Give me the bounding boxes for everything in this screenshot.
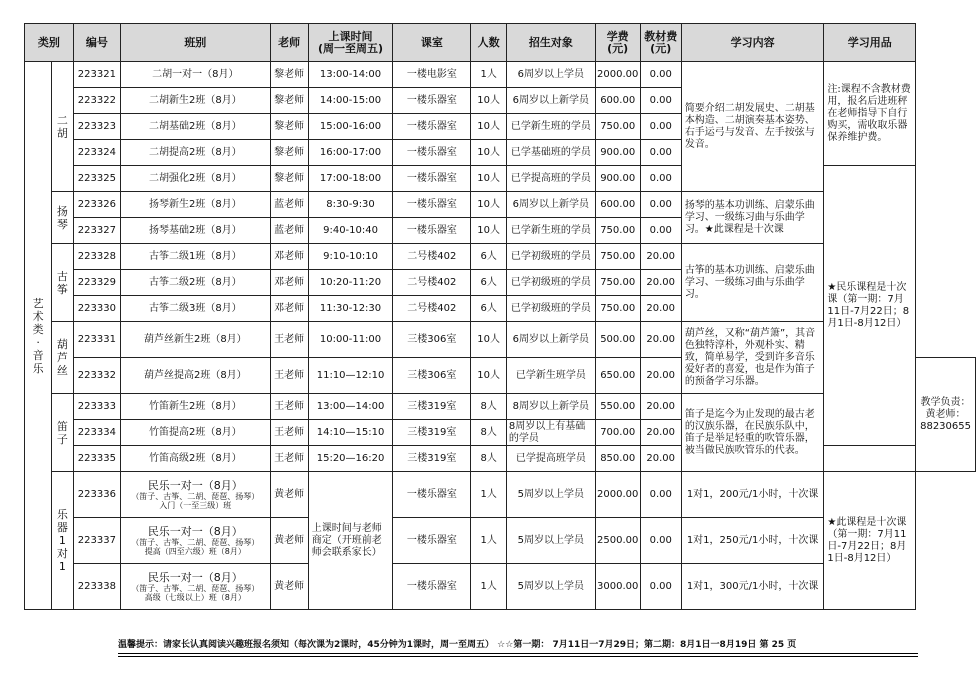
footer-text: 温馨提示：请家长认真阅读兴趣班报名须知（每次课为2课时，45分钟为1课时，周一至周五） ☆☆第一期： 7月11日一7月29日；第二期：8月1日一8月19日 第 25 页: [118, 640, 797, 650]
capacity: 8人: [471, 446, 507, 472]
capacity: 10人: [471, 88, 507, 114]
tuition: 750.00: [595, 270, 640, 296]
course-code: 223328: [73, 244, 120, 270]
subcategory-one-on-one: 乐器1对1: [52, 472, 73, 610]
content-one-on-one: 1对1，250元/1小时，十次课: [681, 518, 824, 564]
tuition: 2500.00: [595, 518, 640, 564]
teacher: 王老师: [270, 420, 308, 446]
header-target: 招生对象: [506, 24, 595, 62]
target-students: 已学提高班学员: [506, 446, 595, 472]
capacity: 10人: [471, 166, 507, 192]
book-fee: 20.00: [640, 244, 681, 270]
class-time: 10:00-11:00: [308, 322, 393, 358]
class-name: 二胡一对一（8月）: [121, 62, 270, 88]
tuition: 900.00: [595, 166, 640, 192]
tuition: 2000.00: [595, 62, 640, 88]
target-students: 已学新生班的学员: [506, 218, 595, 244]
target-students: 8周岁以上新学员: [506, 394, 595, 420]
capacity: 6人: [471, 270, 507, 296]
content-dizi: 笛子是迄今为止发现的最古老的汉族乐器，在民族乐队中，笛子是举足轻重的吹管乐器，被当做民族吹管乐的代表。: [681, 394, 824, 472]
class-name: 民乐一对一（8月） （笛子、古筝、二胡、琵琶、扬琴） 提高（四至六级）班（8月）: [121, 518, 270, 564]
tuition: 3000.00: [595, 564, 640, 610]
classroom: 三楼319室: [393, 420, 471, 446]
supplies-note-2: ★民乐课程是十次课（第一期：7月11日-7月22日；8月1日-8月12日）: [824, 166, 916, 446]
capacity: 8人: [471, 394, 507, 420]
capacity: 10人: [471, 114, 507, 140]
course-table: [24, 23, 976, 610]
target-students: 已学提高班的学员: [506, 166, 595, 192]
teacher: 黎老师: [270, 140, 308, 166]
target-students: 5周岁以上学员: [506, 564, 595, 610]
classroom: 二号楼402: [393, 270, 471, 296]
class-name: 二胡基础2班（8月）: [121, 114, 270, 140]
book-fee: 20.00: [640, 420, 681, 446]
subcategory-guzheng: 古筝: [52, 244, 73, 322]
tuition: 750.00: [595, 114, 640, 140]
target-students: 6周岁以上新学员: [506, 192, 595, 218]
classroom: 一楼乐器室: [393, 140, 471, 166]
target-students: 5周岁以上学员: [506, 472, 595, 518]
tuition: 700.00: [595, 420, 640, 446]
table-row: [25, 472, 976, 518]
header-category: 类别: [25, 24, 74, 62]
capacity: 6人: [471, 244, 507, 270]
header-supplies: 学习用品: [824, 24, 916, 62]
tuition: 750.00: [595, 218, 640, 244]
table-row: [25, 62, 976, 88]
book-fee: 0.00: [640, 218, 681, 244]
target-students: 6周岁以上学员: [506, 62, 595, 88]
classroom: 二号楼402: [393, 296, 471, 322]
classroom: 一楼乐器室: [393, 564, 471, 610]
header-count: 人数: [471, 24, 507, 62]
target-students: 5周岁以上学员: [506, 518, 595, 564]
course-code: 223335: [73, 446, 120, 472]
classroom: 一楼乐器室: [393, 114, 471, 140]
class-time: 13:00—14:00: [308, 394, 393, 420]
class-name: 古筝二级1班（8月）: [121, 244, 270, 270]
target-students: 8周岁以上有基础的学员: [506, 420, 595, 446]
capacity: 1人: [471, 62, 507, 88]
capacity: 6人: [471, 296, 507, 322]
class-name: 扬琴基础2班（8月）: [121, 218, 270, 244]
tuition: 650.00: [595, 358, 640, 394]
class-time: 8:30-9:30: [308, 192, 393, 218]
capacity: 1人: [471, 472, 507, 518]
class-name: 扬琴新生2班（8月）: [121, 192, 270, 218]
content-yangqin: 扬琴的基本功训练、启蒙乐曲学习、一级练习曲与乐曲学习。★此课程是十次课: [681, 192, 824, 244]
class-name: 葫芦丝新生2班（8月）: [121, 322, 270, 358]
content-one-on-one: 1对1，300元/1小时，十次课: [681, 564, 824, 610]
footer-underline: [118, 653, 918, 654]
category-main: 艺术类·音乐: [25, 62, 52, 610]
course-code: 223333: [73, 394, 120, 420]
course-code: 223322: [73, 88, 120, 114]
subcategory-dizi: 笛子: [52, 394, 73, 472]
content-hulusi: 葫芦丝，又称“葫芦箫”，其音色独特淳朴，外观朴实、精致，简单易学，受到许多音乐爱好者的喜爱，也是作为笛子的预备学习乐器。: [681, 322, 824, 394]
capacity: 10人: [471, 140, 507, 166]
class-time: 17:00-18:00: [308, 166, 393, 192]
classroom: 三楼306室: [393, 322, 471, 358]
header-row: [25, 24, 976, 62]
teacher: 黎老师: [270, 114, 308, 140]
capacity: 10人: [471, 192, 507, 218]
teacher: 王老师: [270, 358, 308, 394]
book-fee: 0.00: [640, 88, 681, 114]
target-students: 已学新生班的学员: [506, 114, 595, 140]
course-code: 223326: [73, 192, 120, 218]
book-fee: 20.00: [640, 296, 681, 322]
teacher: 王老师: [270, 446, 308, 472]
teacher: 邓老师: [270, 244, 308, 270]
header-time: 上课时间 (周一至周五): [308, 24, 393, 62]
course-code: 223324: [73, 140, 120, 166]
header-fee: 学费 (元): [595, 24, 640, 62]
teacher: 黎老师: [270, 62, 308, 88]
class-time: 9:40-10:40: [308, 218, 393, 244]
supplies-contact: 教学负责：黄老师：88230655: [916, 358, 976, 472]
classroom: 一楼乐器室: [393, 218, 471, 244]
tuition: 750.00: [595, 296, 640, 322]
book-fee: 0.00: [640, 472, 681, 518]
course-code: 223329: [73, 270, 120, 296]
header-teacher: 老师: [270, 24, 308, 62]
class-time: 11:30-12:30: [308, 296, 393, 322]
book-fee: 0.00: [640, 166, 681, 192]
book-fee: 0.00: [640, 62, 681, 88]
class-time: 10:20-11:20: [308, 270, 393, 296]
table-row: [25, 166, 976, 192]
course-code: 223331: [73, 322, 120, 358]
capacity: 10人: [471, 358, 507, 394]
class-time: 15:00-16:00: [308, 114, 393, 140]
teacher: 黄老师: [270, 518, 308, 564]
book-fee: 20.00: [640, 322, 681, 358]
classroom: 一楼乐器室: [393, 192, 471, 218]
teacher: 邓老师: [270, 270, 308, 296]
classroom: 三楼306室: [393, 358, 471, 394]
course-code: 223334: [73, 420, 120, 446]
course-code: 223337: [73, 518, 120, 564]
book-fee: 20.00: [640, 394, 681, 420]
teacher: 王老师: [270, 322, 308, 358]
supplies-note-3: ★此课程是十次课（第一期：7月11日-7月22日；8月1日-8月12日）: [824, 472, 916, 610]
tuition: 550.00: [595, 394, 640, 420]
tuition: 600.00: [595, 88, 640, 114]
class-name: 民乐一对一（8月） （笛子、古筝、二胡、琵琶、扬琴） 高级（七级以上）班（8月）: [121, 564, 270, 610]
subcategory-hulusi: 葫芦丝: [52, 322, 73, 394]
footer-underline-2: [118, 656, 918, 657]
target-students: 已学初级班的学员: [506, 270, 595, 296]
book-fee: 20.00: [640, 358, 681, 394]
header-class: 班别: [121, 24, 270, 62]
supplies-note-1: 注:课程不含教材费用，报名后进班秤在老师指导下自行购买，需收取乐器保养维护费。: [824, 62, 916, 166]
subcategory-erhu: 二胡: [52, 62, 73, 192]
class-time: 14:10—15:10: [308, 420, 393, 446]
course-code: 223336: [73, 472, 120, 518]
book-fee: 20.00: [640, 446, 681, 472]
course-code: 223325: [73, 166, 120, 192]
header-content: 学习内容: [681, 24, 824, 62]
course-code: 223323: [73, 114, 120, 140]
classroom: 一楼乐器室: [393, 166, 471, 192]
class-name: 二胡新生2班（8月）: [121, 88, 270, 114]
capacity: 8人: [471, 420, 507, 446]
classroom: 一楼乐器室: [393, 518, 471, 564]
classroom: 三楼319室: [393, 446, 471, 472]
course-code: 223338: [73, 564, 120, 610]
classroom: 二号楼402: [393, 244, 471, 270]
class-time: 13:00-14:00: [308, 62, 393, 88]
teacher: 黄老师: [270, 564, 308, 610]
target-students: 已学新生班学员: [506, 358, 595, 394]
book-fee: 0.00: [640, 114, 681, 140]
content-erhu: 简要介绍二胡发展史、二胡基本构造、二胡演奏基本姿势、右手运弓与发音、左手按弦与发音。: [681, 62, 824, 192]
target-students: 6周岁以上新学员: [506, 88, 595, 114]
capacity: 10人: [471, 322, 507, 358]
course-code: 223321: [73, 62, 120, 88]
header-room: 课室: [393, 24, 471, 62]
teacher: 蓝老师: [270, 192, 308, 218]
class-name: 竹笛高级2班（8月）: [121, 446, 270, 472]
book-fee: 20.00: [640, 270, 681, 296]
tuition: 2000.00: [595, 472, 640, 518]
course-code: 223327: [73, 218, 120, 244]
teacher: 黎老师: [270, 166, 308, 192]
class-name: 竹笛提高2班（8月）: [121, 420, 270, 446]
capacity: 1人: [471, 564, 507, 610]
classroom: 三楼319室: [393, 394, 471, 420]
teacher: 蓝老师: [270, 218, 308, 244]
book-fee: 0.00: [640, 140, 681, 166]
footer-notice: [118, 638, 918, 652]
class-time: 14:00-15:00: [308, 88, 393, 114]
class-name: 葫芦丝提高2班（8月）: [121, 358, 270, 394]
target-students: 已学基础班的学员: [506, 140, 595, 166]
teacher: 黄老师: [270, 472, 308, 518]
content-guzheng: 古筝的基本功训练、启蒙乐曲学习、一级练习曲与乐曲学习。: [681, 244, 824, 322]
class-name: 民乐一对一（8月） （笛子、古筝、二胡、琵琶、扬琴） 入门（一至三级）班: [121, 472, 270, 518]
classroom: 一楼乐器室: [393, 472, 471, 518]
header-code: 编号: [73, 24, 120, 62]
classroom: 一楼乐器室: [393, 88, 471, 114]
target-students: 6周岁以上新学员: [506, 322, 595, 358]
tuition: 900.00: [595, 140, 640, 166]
subcategory-yangqin: 扬琴: [52, 192, 73, 244]
classroom: 一楼电影室: [393, 62, 471, 88]
book-fee: 0.00: [640, 192, 681, 218]
class-name: 古筝二级3班（8月）: [121, 296, 270, 322]
book-fee: 0.00: [640, 518, 681, 564]
class-time: 9:10-10:10: [308, 244, 393, 270]
class-name: 二胡提高2班（8月）: [121, 140, 270, 166]
class-name: 竹笛新生2班（8月）: [121, 394, 270, 420]
tuition: 500.00: [595, 322, 640, 358]
teacher: 邓老师: [270, 296, 308, 322]
teacher: 王老师: [270, 394, 308, 420]
target-students: 已学初级班的学员: [506, 296, 595, 322]
content-one-on-one: 1对1，200元/1小时，十次课: [681, 472, 824, 518]
class-time: 11:10—12:10: [308, 358, 393, 394]
course-code: 223330: [73, 296, 120, 322]
capacity: 10人: [471, 218, 507, 244]
class-name: 二胡强化2班（8月）: [121, 166, 270, 192]
tuition: 850.00: [595, 446, 640, 472]
class-time: 16:00-17:00: [308, 140, 393, 166]
tuition: 600.00: [595, 192, 640, 218]
table-row: [25, 446, 976, 472]
book-fee: 0.00: [640, 564, 681, 610]
class-name: 古筝二级2班（8月）: [121, 270, 270, 296]
class-time-note: 上课时间与老师商定（开班前老师会联系家长）: [308, 472, 393, 610]
target-students: 已学初级班的学员: [506, 244, 595, 270]
header-book-fee: 教材费 (元): [640, 24, 681, 62]
course-code: 223332: [73, 358, 120, 394]
capacity: 1人: [471, 518, 507, 564]
teacher: 黎老师: [270, 88, 308, 114]
class-time: 15:20—16:20: [308, 446, 393, 472]
tuition: 750.00: [595, 244, 640, 270]
